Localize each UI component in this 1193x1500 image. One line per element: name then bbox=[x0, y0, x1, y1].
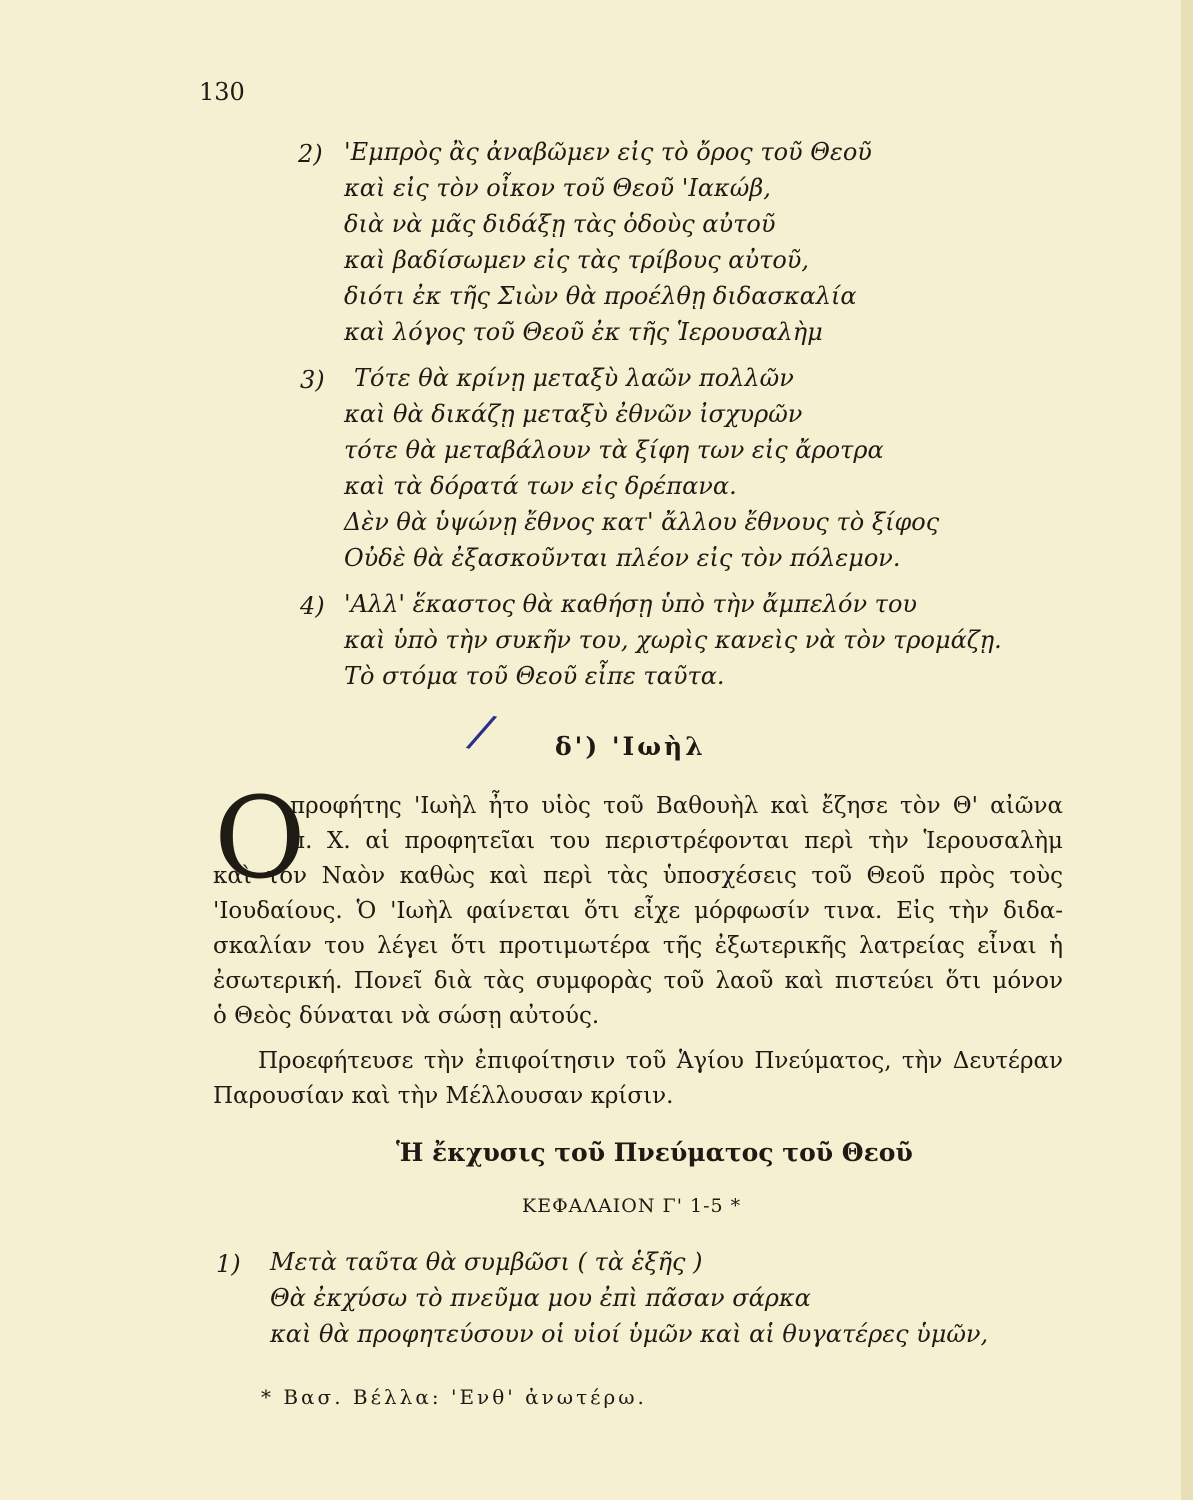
paragraph-line: προφήτης 'Ιωὴλ ἦτο υἱὸς τοῦ Βαθουὴλ καὶ ἔζησε τὸν Θ' αἰῶνα bbox=[290, 793, 1063, 819]
verse-line: Θὰ ἐκχύσω τὸ πνεῦμα μου ἐπὶ πᾶσαν σάρκα bbox=[270, 1284, 811, 1312]
verse-line: διότι ἐκ τῆς Σιὼν θὰ προέλθῃ διδασκαλία bbox=[344, 282, 857, 310]
verse-line: 'Εμπρὸς ἂς ἀναβῶμεν εἰς τὸ ὄρος τοῦ Θεοῦ bbox=[344, 138, 872, 166]
paragraph-line: Παρουσίαν καὶ τὴν Μέλλουσαν κρίσιν. bbox=[213, 1083, 674, 1109]
verse-line: Μετὰ ταῦτα θὰ συμβῶσι ( τὰ ἑξῆς ) bbox=[270, 1248, 703, 1276]
verse-number: 4) bbox=[300, 592, 325, 620]
verse-number: 2) bbox=[298, 140, 323, 168]
verse-line: Οὐδὲ θὰ ἐξασκοῦνται πλέον εἰς τὸν πόλεμον. bbox=[344, 544, 901, 572]
verse-line: Δὲν θὰ ὑψώνῃ ἔθνος κατ' ἄλλου ἔθνους τὸ ξίφος bbox=[344, 508, 940, 536]
paragraph-line: καὶ τὸν Ναὸν καθὼς καὶ περὶ τὰς ὑποσχέσεις τοῦ Θεοῦ πρὸς τοὺς bbox=[213, 863, 1063, 889]
page-edge bbox=[1181, 0, 1193, 1500]
paragraph-line: ἐσωτερική. Πονεῖ διὰ τὰς συμφορὰς τοῦ λαοῦ καὶ πιστεύει ὅτι μόνον bbox=[213, 968, 1063, 994]
paragraph-line: 'Ιουδαίους. Ὁ 'Ιωὴλ φαίνεται ὅτι εἶχε μόρφωσίν τινα. Εἰς τὴν διδα- bbox=[213, 898, 1063, 924]
verse-line: καὶ εἰς τὸν οἶκον τοῦ Θεοῦ 'Ιακώβ, bbox=[344, 174, 771, 202]
verse-line: τότε θὰ μεταβάλουν τὰ ξίφη των εἰς ἄροτρα bbox=[344, 436, 884, 464]
verse-line: διὰ νὰ μᾶς διδάξῃ τὰς ὁδοὺς αὐτοῦ bbox=[344, 210, 776, 238]
verse-line: καὶ τὰ δόρατά των εἰς δρέπανα. bbox=[344, 472, 737, 500]
verse-line: Τὸ στόμα τοῦ Θεοῦ εἶπε ταῦτα. bbox=[344, 662, 725, 690]
verse-line: καὶ λόγος τοῦ Θεοῦ ἐκ τῆς Ἱερουσαλὴμ bbox=[344, 318, 823, 346]
verse-line: καὶ βαδίσωμεν εἰς τὰς τρίβους αὐτοῦ, bbox=[344, 246, 810, 274]
paragraph-line: π. Χ. αἱ προφητεῖαι του περιστρέφονται περὶ τὴν Ἱερουσαλὴμ bbox=[290, 828, 1063, 854]
verse-number: 3) bbox=[300, 366, 325, 394]
verse-line: καὶ ὑπὸ τὴν συκῆν του, χωρὶς κανεὶς νὰ τὸν τρομάζῃ. bbox=[344, 626, 1002, 654]
verse-line: Τότε θὰ κρίνῃ μεταξὺ λαῶν πολλῶν bbox=[354, 364, 794, 392]
verse-line: καὶ θὰ προφητεύσουν οἱ υἱοί ὑμῶν καὶ αἱ θυγατέρες ὑμῶν, bbox=[270, 1320, 989, 1348]
footnote: * Βασ. Βέλλα: 'Ενθ' ἀνωτέρω. bbox=[261, 1385, 647, 1409]
page-number: 130 bbox=[199, 78, 245, 106]
verse-line: 'Αλλ' ἕκαστος θὰ καθήσῃ ὑπὸ τὴν ἄμπελόν του bbox=[344, 590, 917, 618]
verse-number: 1) bbox=[216, 1250, 241, 1278]
paragraph-line: Προεφήτευσε τὴν ἐπιφοίτησιν τοῦ Ἁγίου Πνεύματος, τὴν Δευτέραν bbox=[258, 1048, 1063, 1074]
paragraph-line: ὁ Θεὸς δύναται νὰ σώσῃ αὐτούς. bbox=[213, 1003, 600, 1029]
verse-line: καὶ θὰ δικάζῃ μεταξὺ ἐθνῶν ἰσχυρῶν bbox=[344, 400, 803, 428]
margin-mark: / bbox=[467, 702, 496, 760]
section-heading: δ') 'Ιωὴλ bbox=[555, 732, 706, 761]
subheading: Ἡ ἔκχυσις τοῦ Πνεύματος τοῦ Θεοῦ bbox=[396, 1138, 913, 1167]
chapter-label: ΚΕΦΑΛΑΙΟΝ Γ' 1-5 * bbox=[522, 1195, 742, 1217]
drop-cap: Ο bbox=[214, 774, 306, 904]
paragraph-line: σκαλίαν του λέγει ὅτι προτιμωτέρα τῆς ἐξωτερικῆς λατρείας εἶναι ἡ bbox=[213, 933, 1063, 959]
